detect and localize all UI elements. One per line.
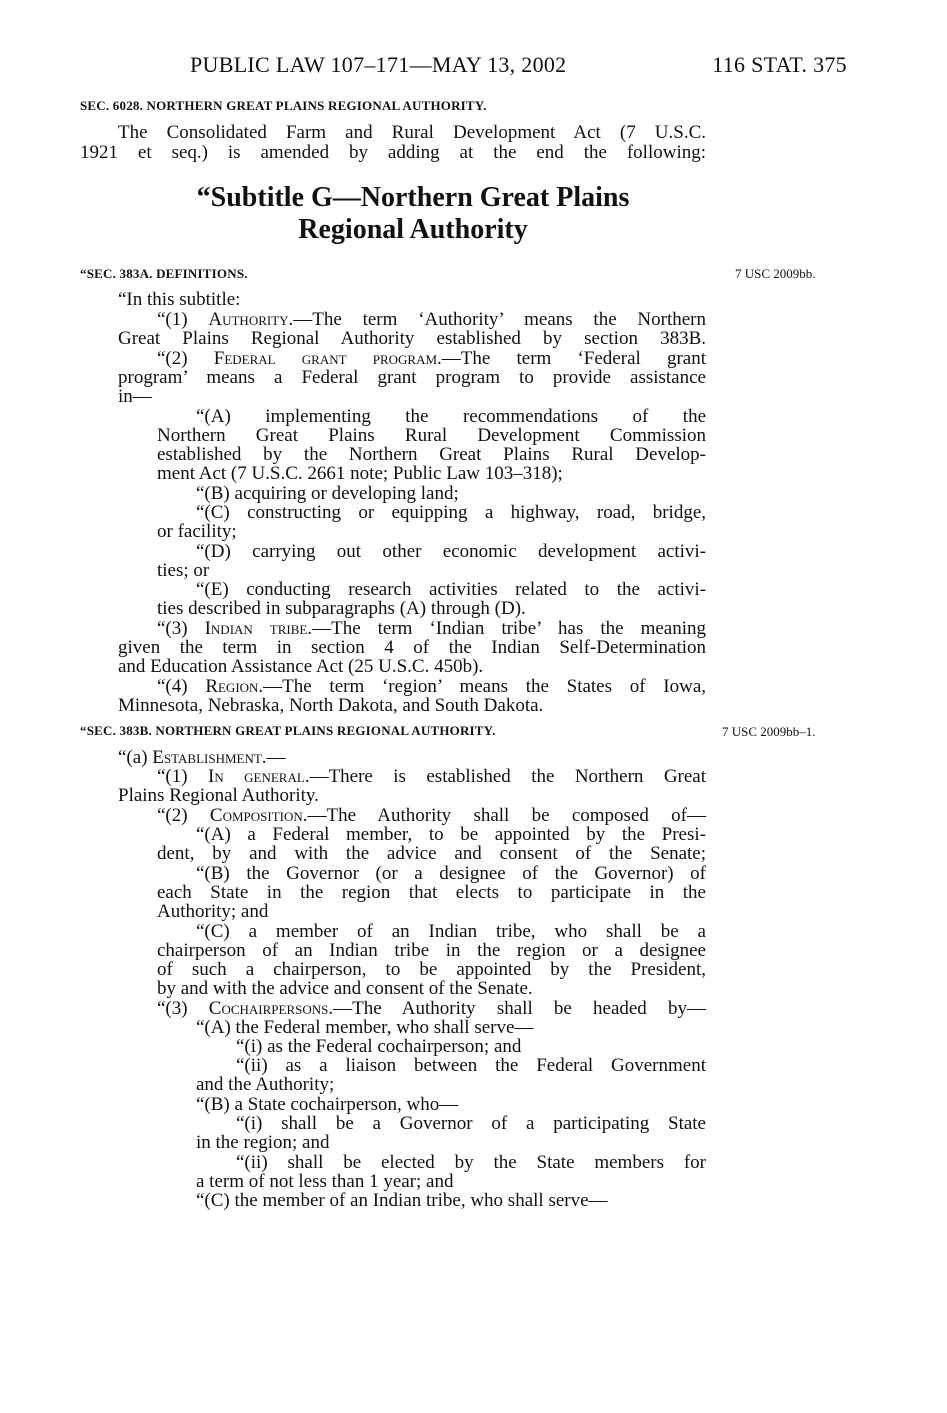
running-header-page-number: 116 STAT. 375 bbox=[712, 52, 847, 77]
body-line: and the Authority; bbox=[196, 1074, 335, 1095]
subtitle-heading-line-1: “Subtitle G—Northern Great Plains bbox=[196, 182, 630, 213]
definition-2-line: “(2) Federal grant program.—The term ‘Federal grant bbox=[157, 348, 706, 369]
margin-note-usc-citation: 7 USC 2009bb. bbox=[735, 266, 816, 281]
paragraph-term: In general bbox=[208, 766, 305, 787]
section-6028-heading: SEC. 6028. NORTHERN GREAT PLAINS REGIONAL AUTHORITY. bbox=[80, 98, 487, 113]
subtitle-heading-line-2: Regional Authority bbox=[298, 214, 528, 245]
margin-note-usc-citation: 7 USC 2009bb–1. bbox=[722, 724, 816, 739]
body-line: “(A) implementing the recommendations of the bbox=[196, 406, 706, 427]
body-line: “In this subtitle: bbox=[118, 289, 241, 310]
body-line: each State in the region that elects to participate in the bbox=[157, 882, 706, 903]
body-line: established by the Northern Great Plains Rural Develop- bbox=[157, 444, 706, 465]
defined-term: Indian tribe bbox=[204, 618, 308, 639]
paragraph-2-line: “(2) Composition.—The Authority shall be composed of— bbox=[157, 805, 707, 826]
body-line: of such a chairperson, to be appointed by the President, bbox=[157, 959, 706, 980]
body-line: a term of not less than 1 year; and bbox=[196, 1171, 454, 1192]
subsection-a-heading: “(a) Establishment.— bbox=[118, 747, 286, 768]
body-line: Authority; and bbox=[157, 901, 269, 922]
body-line: ment Act (7 U.S.C. 2661 note; Public Law 103–318); bbox=[157, 463, 563, 484]
body-line: program’ means a Federal grant program to provide assistance bbox=[118, 367, 706, 388]
body-line: “(ii) as a liaison between the Federal Government bbox=[236, 1055, 706, 1076]
body-line: ties described in subparagraphs (A) through (D). bbox=[157, 598, 526, 619]
definition-1-line: “(1) Authority.—The term ‘Authority’ means the Northern bbox=[157, 309, 706, 330]
definition-3-line: “(3) Indian tribe.—The term ‘Indian tribe’ has the meaning bbox=[157, 618, 707, 639]
running-header-title: PUBLIC LAW 107–171—MAY 13, 2002 bbox=[190, 52, 567, 77]
body-line: given the term in section 4 of the Indian Self-Determination bbox=[118, 637, 706, 658]
body-line: in— bbox=[118, 386, 152, 407]
body-line: 1921 et seq.) is amended by adding at the end the following: bbox=[80, 142, 706, 163]
body-line: Plains Regional Authority. bbox=[118, 785, 319, 806]
body-line: Great Plains Regional Authority established by section 383B. bbox=[118, 328, 706, 349]
body-line: “(i) shall be a Governor of a participating State bbox=[236, 1113, 706, 1134]
section-383a-heading: “SEC. 383A. DEFINITIONS. bbox=[80, 266, 248, 281]
defined-term: Region bbox=[205, 676, 259, 697]
body-line: “(D) carrying out other economic development activi- bbox=[196, 541, 706, 562]
body-line: “(ii) shall be elected by the State members for bbox=[236, 1152, 706, 1173]
body-line: in the region; and bbox=[196, 1132, 330, 1153]
body-line: “(A) a Federal member, to be appointed by the Presi- bbox=[196, 824, 706, 845]
body-line: “(C) the member of an Indian tribe, who shall serve— bbox=[196, 1190, 608, 1211]
body-line: “(B) a State cochairperson, who— bbox=[196, 1094, 459, 1115]
body-line: “(E) conducting research activities related to the activi- bbox=[196, 579, 706, 600]
body-line: ties; or bbox=[157, 560, 210, 581]
body-line: “(B) acquiring or developing land; bbox=[196, 483, 459, 504]
body-line: Minnesota, Nebraska, North Dakota, and South Dakota. bbox=[118, 695, 544, 716]
body-line: dent, by and with the advice and consent of the Senate; bbox=[157, 843, 706, 864]
body-line: chairperson of an Indian tribe in the region or a designee bbox=[157, 940, 706, 961]
defined-term: Authority bbox=[208, 309, 289, 330]
body-line: and Education Assistance Act (25 U.S.C. 450b). bbox=[118, 656, 484, 677]
paragraph-3-line: “(3) Cochairpersons.—The Authority shall be headed by— bbox=[157, 998, 706, 1019]
paragraph-term: Cochairpersons bbox=[208, 998, 329, 1019]
body-line: “(i) as the Federal cochairperson; and bbox=[236, 1036, 522, 1057]
body-line: or facility; bbox=[157, 521, 237, 542]
paragraph-1-line: “(1) In general.—There is established the Northern Great bbox=[157, 766, 707, 787]
body-line: The Consolidated Farm and Rural Development Act (7 U.S.C. bbox=[118, 122, 706, 143]
section-383b-heading: “SEC. 383B. NORTHERN GREAT PLAINS REGIONAL AUTHORITY. bbox=[80, 723, 496, 738]
body-line: “(C) a member of an Indian tribe, who shall be a bbox=[196, 921, 706, 942]
definition-4-line: “(4) Region.—The term ‘region’ means the States of Iowa, bbox=[157, 676, 706, 697]
body-line: Northern Great Plains Rural Development Commission bbox=[157, 425, 706, 446]
body-line: “(B) the Governor (or a designee of the Governor) of bbox=[196, 863, 706, 884]
paragraph-term: Composition bbox=[209, 805, 303, 826]
subsection-term: Establishment bbox=[152, 747, 262, 768]
body-line: “(A) the Federal member, who shall serve— bbox=[196, 1017, 534, 1038]
defined-term: Federal grant program bbox=[213, 348, 438, 369]
body-line: by and with the advice and consent of the Senate. bbox=[157, 978, 533, 999]
body-line: “(C) constructing or equipping a highway, road, bridge, bbox=[196, 502, 706, 523]
